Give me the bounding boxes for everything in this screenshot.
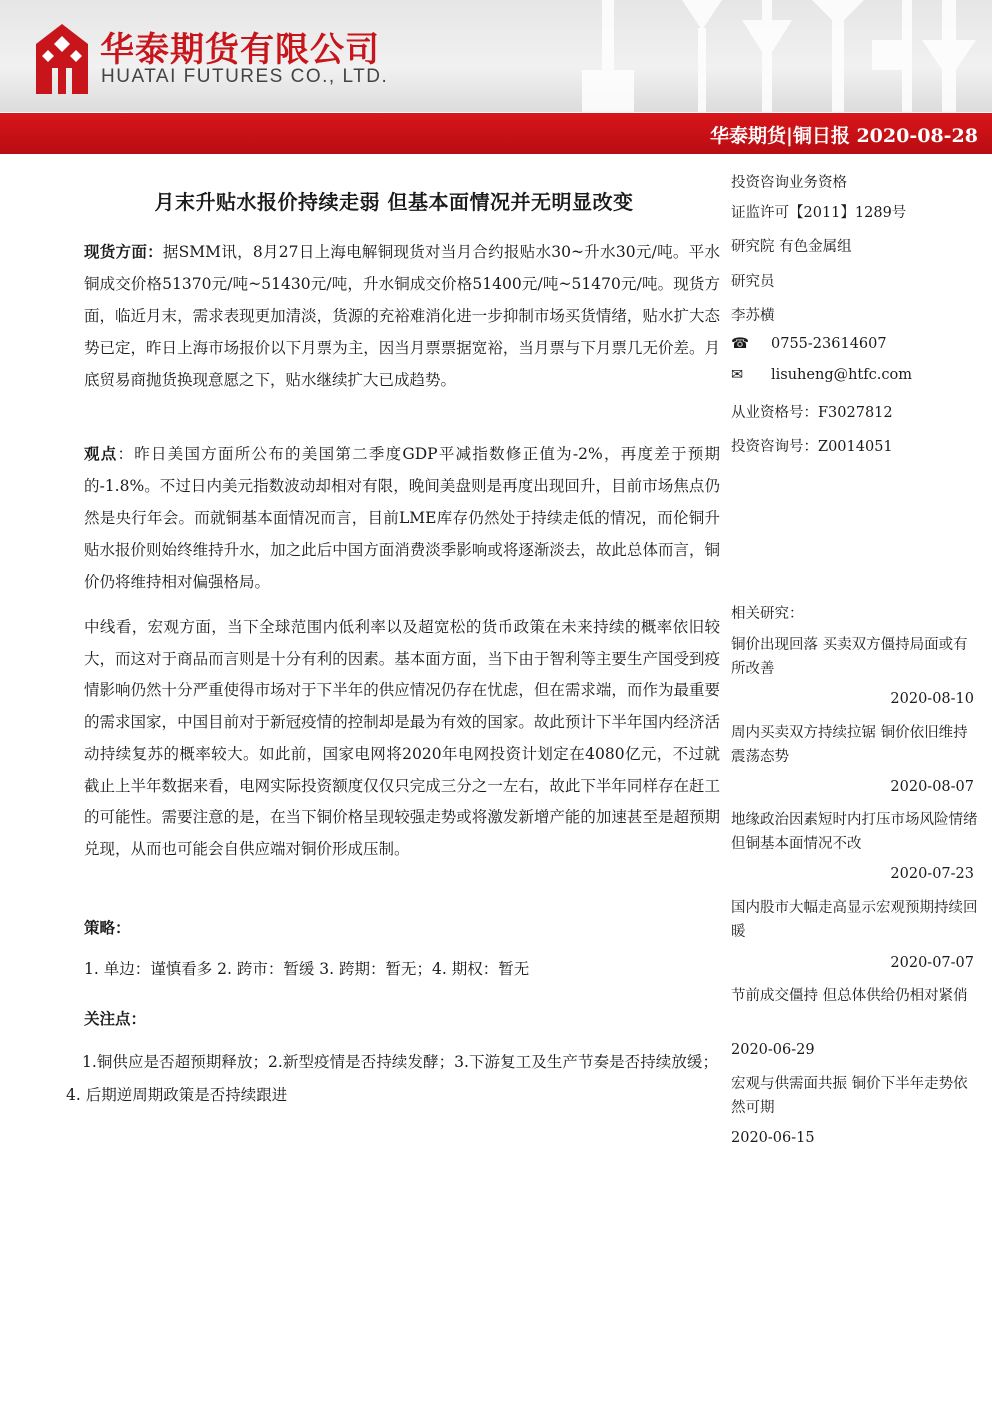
strategy-text: 1. 单边：谨慎看多 2. 跨市：暂缓 3. 跨期：暂无；4. 期权：暂无 xyxy=(84,960,530,978)
related-item-date: 2020-07-23 xyxy=(890,866,974,882)
related-item-date: 2020-07-07 xyxy=(890,955,974,971)
focus-heading: 关注点： xyxy=(84,1009,147,1028)
related-heading: 相关研究： xyxy=(731,606,804,622)
qualification-label: 投资咨询业务资格 xyxy=(731,175,847,191)
practice-cert: 从业资格号：F3027812 xyxy=(731,405,893,421)
department-label: 研究院 有色金属组 xyxy=(731,239,852,255)
analyst-role: 研究员 xyxy=(731,274,775,290)
phone-row xyxy=(731,336,887,352)
midterm-section xyxy=(84,612,720,866)
email-row xyxy=(731,367,912,383)
related-item-title[interactable]: 铜价出现回落 买卖双方僵持局面或有所改善 xyxy=(731,637,968,677)
related-item-title[interactable]: 地缘政治因素短时内打压市场风险情绪 但铜基本面情况不改 xyxy=(731,812,978,852)
midterm-body: 中线看，宏观方面，当下全球范围内低利率以及超宽松的货币政策在未来持续的概率依旧较大，而这对于商品而言则是十分有利的因素。基本面方面，当下由于智利等主要生产国受到疫情影响仍然十分严重使得市场对于下半年的供应情况仍存在忧虑，但在需求端，而作为最重要的需求国家，中国目前对于新冠疫情的控制却是最为有效的国家。故此预计下半年国内经济活动持续复苏的概率较大。如此前，国家电网将2020年电网投资计划定在4080亿元，不过就截止上半年数据来看，电网实际投资额度仅仅只完成三分之一左右，故此下半年同样存在赶工的可能性。需要注意的是，在当下铜价格呈现较强走势或将激发新增产能的加速甚至是超预期兑现，从而也可能会自供应端对铜价形成压制。 xyxy=(84,618,720,858)
related-item-date: 2020-06-29 xyxy=(731,1042,815,1058)
huatai-logo-icon xyxy=(36,24,88,94)
view-body: ：昨日美国方面所公布的美国第二季度GDP平减指数修正值为-2%，再度差于预期的-1.8%。不过日内美元指数波动却相对有限，晚间美盘则是再度出现回升，目前市场焦点仍然是央行年会。而就铜基本面情况而言，目前LME库存仍然处于持续走低的情况，而伦铜升贴水报价则始终维持升水，加之此后中国方面消费淡季影响或将逐渐淡去，故此总体而言，铜价仍将维持相对偏强格局。 xyxy=(84,445,720,591)
view-section xyxy=(84,438,720,598)
header-decoration xyxy=(572,0,992,112)
brand-name-en: HUATAI FUTURES CO., LTD. xyxy=(101,66,389,87)
email-address[interactable]: lisuheng@htfc.com xyxy=(771,367,912,383)
related-item-title[interactable]: 节前成交僵持 但总体供给仍相对紧俏 xyxy=(731,988,968,1004)
spot-section xyxy=(84,236,720,396)
related-item-title[interactable]: 周内买卖双方持续拉锯 铜价依旧维持震荡态势 xyxy=(731,725,968,765)
related-item-date: 2020-06-15 xyxy=(731,1130,815,1146)
page-title: 月末升贴水报价持续走弱 但基本面情况并无明显改变 xyxy=(154,190,634,214)
phone-icon: ☎ xyxy=(731,336,750,352)
report-title-bar xyxy=(0,113,992,154)
spot-body: 据SMM讯，8月27日上海电解铜现货对当月合约报贴水30~升水30元/吨。平水铜成交价格51370元/吨~51430元/吨，升水铜成交价格51400元/吨~51470元/吨。现货方面，临近月末，需求表现更加清淡，货源的充裕难消化进一步抑制市场买货情绪，贴水扩大态势已定，昨日上海市场报价以下月票为主，因当月票票据宽裕，当月票与下月票几无价差。月底贸易商抛货换现意愿之下，贴水继续扩大已成趋势。 xyxy=(84,243,720,389)
phone-number: 0755-23614607 xyxy=(771,336,887,352)
spot-lead: 现货方面： xyxy=(84,242,163,261)
related-item-date: 2020-08-10 xyxy=(890,691,974,707)
license-label: 证监许可【2011】1289号 xyxy=(731,205,907,221)
related-item-title[interactable]: 宏观与供需面共振 铜价下半年走势依然可期 xyxy=(731,1076,968,1116)
analyst-name: 李苏横 xyxy=(731,308,775,324)
advisory-cert: 投资咨询号：Z0014051 xyxy=(731,439,893,455)
brand-name-cn: 华泰期货有限公司 xyxy=(100,30,380,70)
strategy-heading: 策略： xyxy=(84,918,131,937)
focus-text: 1.铜供应是否超预期释放；2.新型疫情是否持续发酵；3.下游复工及生产节奏是否持续放缓；4. 后期逆周期政策是否持续跟进 xyxy=(66,1053,718,1104)
email-icon: ✉ xyxy=(731,367,744,383)
view-lead: 观点 xyxy=(84,444,118,463)
related-item-title[interactable]: 国内股市大幅走高显示宏观预期持续回暖 xyxy=(731,900,978,940)
related-item-date: 2020-08-07 xyxy=(890,779,974,795)
page-header xyxy=(0,0,992,112)
report-label: 华泰期货|铜日报 2020-08-28 xyxy=(709,125,978,147)
